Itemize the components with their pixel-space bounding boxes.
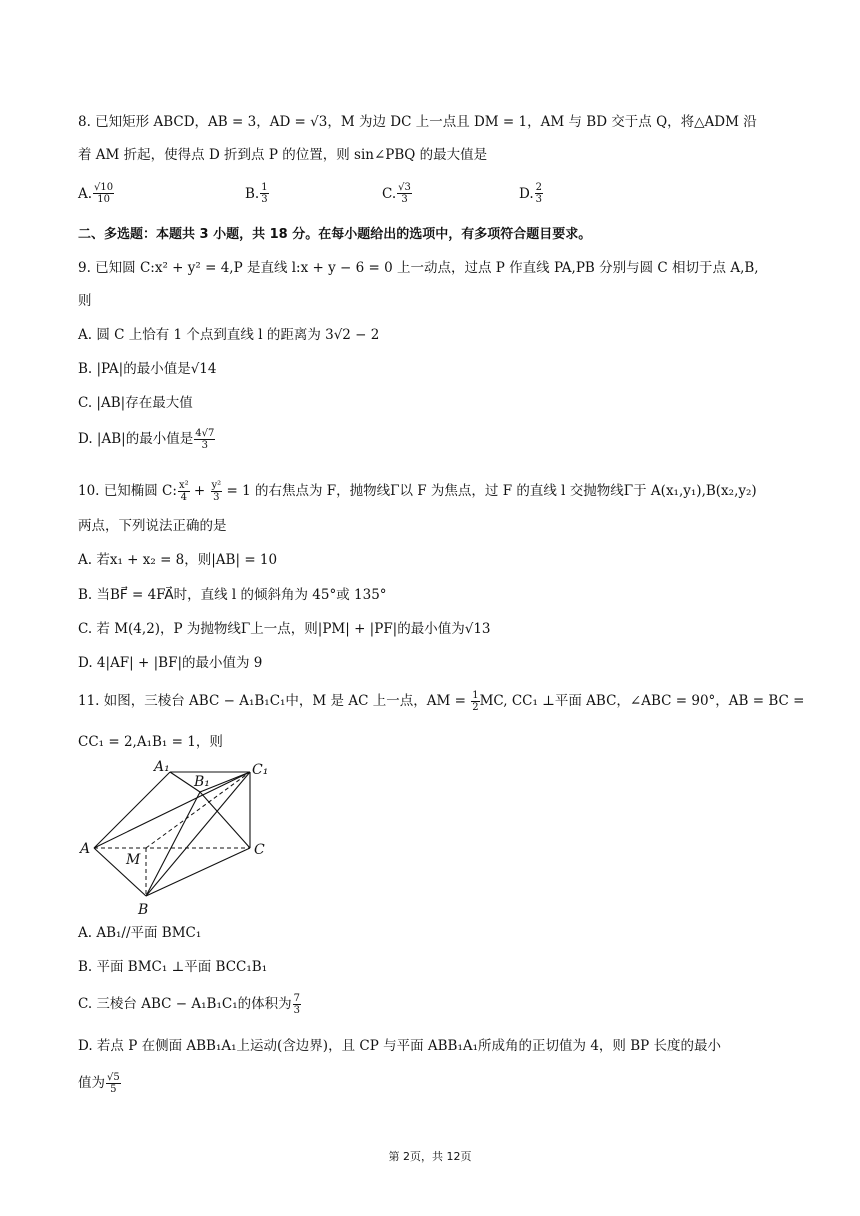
edge-b1c bbox=[200, 792, 250, 848]
option-label: D. bbox=[519, 185, 534, 202]
q9-stem-line1: 9. 已知圆 C:x² + y² = 4,P 是直线 l:x + y − 6 = 0 上一动点，过点 P 作直线 PA,PB 分别与圆 C 相切于点 A,B, bbox=[78, 260, 759, 276]
edge-aa1 bbox=[94, 772, 170, 848]
q11-stem-line2: CC₁ = 2,A₁B₁ = 1，则 bbox=[78, 734, 223, 750]
option-text: 值为 bbox=[78, 1075, 105, 1091]
q8-option-b bbox=[245, 182, 269, 205]
q11-option-d-line1: D. 若点 P 在侧面 ABB₁A₁上运动(含边界)，且 CP 与平面 ABB₁A₁所成角的正切值为 4，则 BP 长度的最小 bbox=[78, 1038, 721, 1054]
q8-options bbox=[78, 182, 778, 216]
q11-option-c bbox=[78, 993, 301, 1016]
option-text: D. |AB|的最小值是 bbox=[78, 431, 194, 447]
frustum-figure bbox=[78, 758, 278, 918]
stem-text: 10. 已知椭圆 C: bbox=[78, 483, 177, 499]
q9-option-c: C. |AB|存在最大值 bbox=[78, 395, 193, 411]
q10-option-a: A. 若x₁ + x₂ = 8，则|AB| = 10 bbox=[78, 552, 278, 568]
q8-stem-line1: 8. 已知矩形 ABCD，AB = 3，AD = √3，M 为边 DC 上一点且 DM = 1，AM 与 BD 交于点 Q，将△ADM 沿 bbox=[78, 114, 757, 130]
edge-bb1 bbox=[146, 792, 200, 896]
q11-option-a: A. AB₁//平面 BMC₁ bbox=[78, 925, 202, 941]
q9-option-a: A. 圆 C 上恰有 1 个点到直线 l 的距离为 3√2 − 2 bbox=[78, 327, 380, 343]
option-fraction bbox=[260, 182, 268, 205]
stem-text: 11. 如图，三棱台 ABC − A₁B₁C₁中，M 是 AC 上一点，AM = bbox=[78, 693, 471, 709]
q8-option-a bbox=[78, 182, 114, 205]
numerator: 1 bbox=[261, 182, 268, 193]
numerator: √3 bbox=[398, 182, 411, 193]
denominator: 3 bbox=[213, 492, 220, 503]
q10-option-d: D. 4|AF| + |BF|的最小值为 9 bbox=[78, 655, 263, 671]
denominator: 5 bbox=[110, 1084, 117, 1095]
option-label: C. bbox=[382, 185, 397, 202]
option-fraction bbox=[293, 993, 301, 1016]
denominator: 2 bbox=[472, 702, 479, 713]
label-b1: B₁ bbox=[194, 774, 210, 790]
numerator: √10 bbox=[94, 182, 114, 193]
denominator: 3 bbox=[293, 1005, 300, 1016]
numerator: x² bbox=[178, 480, 189, 491]
q8-option-d bbox=[519, 182, 543, 205]
q10-option-b: B. 当BF⃗ = 4FA⃗时，直线 l 的倾斜角为 45°或 135° bbox=[78, 587, 387, 603]
label-a1: A₁ bbox=[154, 759, 170, 775]
stem-fraction bbox=[178, 480, 190, 503]
denominator: 10 bbox=[97, 194, 110, 205]
stem-text: = 1 的右焦点为 F，抛物线Γ以 F 为焦点，过 F 的直线 l 交抛物线Γ于 A(x₁,y₁),B(x₂,y₂) bbox=[222, 483, 757, 499]
q10-stem-line2: 两点，下列说法正确的是 bbox=[78, 518, 227, 534]
numerator: √5 bbox=[107, 1072, 120, 1083]
edge-bc bbox=[146, 848, 250, 896]
stem-text: MC, CC₁ ⊥平面 ABC，∠ABC = 90°，AB = BC = bbox=[479, 693, 805, 709]
q8-option-c bbox=[382, 182, 412, 205]
q11-stem-line1 bbox=[78, 690, 804, 713]
q11-option-d-line2 bbox=[78, 1072, 121, 1095]
label-c: C bbox=[254, 842, 265, 858]
q10-stem-line1 bbox=[78, 480, 757, 503]
numerator: 7 bbox=[293, 993, 300, 1004]
page-footer: 第 2页，共 12页 bbox=[388, 1150, 472, 1163]
option-fraction bbox=[194, 428, 215, 451]
q9-option-d bbox=[78, 428, 215, 451]
option-fraction bbox=[93, 182, 114, 205]
q9-stem-line2: 则 bbox=[78, 293, 92, 309]
denominator: 3 bbox=[261, 194, 268, 205]
q11-option-b: B. 平面 BMC₁ ⊥平面 BCC₁B₁ bbox=[78, 959, 268, 975]
denominator: 4 bbox=[180, 492, 187, 503]
stem-fraction bbox=[211, 480, 223, 503]
option-text: C. 三棱台 ABC − A₁B₁C₁的体积为 bbox=[78, 996, 292, 1012]
option-fraction bbox=[106, 1072, 121, 1095]
option-fraction bbox=[397, 182, 412, 205]
q9-option-b: B. |PA|的最小值是√14 bbox=[78, 361, 217, 377]
label-m: M bbox=[126, 852, 141, 868]
q10-option-c: C. 若 M(4,2)，P 为抛物线Γ上一点，则|PM| + |PF|的最小值为√13 bbox=[78, 621, 491, 637]
label-c1: C₁ bbox=[252, 762, 269, 778]
stem-fraction bbox=[471, 690, 479, 713]
label-a: A bbox=[80, 841, 91, 857]
label-b: B bbox=[138, 902, 149, 918]
option-label: B. bbox=[245, 185, 260, 202]
stem-text: + bbox=[189, 483, 210, 499]
option-label: A. bbox=[78, 185, 93, 202]
numerator: 1 bbox=[472, 690, 479, 701]
denominator: 3 bbox=[201, 440, 208, 451]
numerator: 2 bbox=[535, 182, 543, 193]
q8-stem-line2: 着 AM 折起，使得点 D 折到点 P 的位置，则 sin∠PBQ 的最大值是 bbox=[78, 147, 488, 163]
denominator: 3 bbox=[535, 194, 543, 205]
option-fraction bbox=[535, 182, 543, 205]
denominator: 3 bbox=[401, 194, 408, 205]
edge-ac1 bbox=[94, 772, 250, 848]
numerator: 4√7 bbox=[195, 428, 215, 439]
section-heading: 二、多选题：本题共 3 小题，共 18 分。在每小题给出的选项中，有多项符合题目要求。 bbox=[78, 227, 592, 242]
numerator: y² bbox=[211, 480, 222, 491]
